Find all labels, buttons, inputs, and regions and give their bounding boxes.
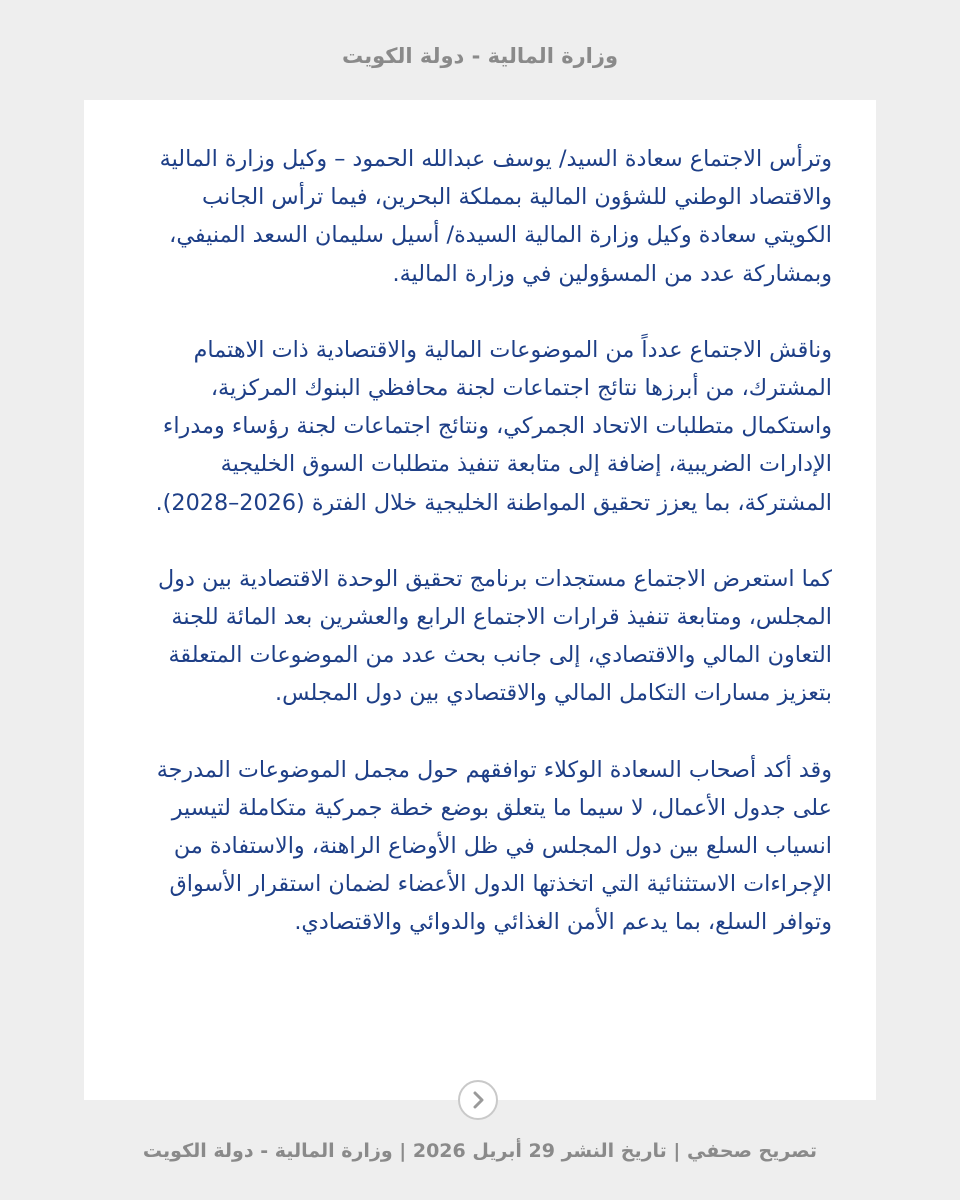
article-card (84, 100, 876, 1100)
chevron-right-icon (469, 1091, 487, 1109)
article-body (132, 140, 832, 980)
article-paragraph-3: كما استعرض الاجتماع مستجدات برنامج تحقيق الوحدة الاقتصادية بين دول المجلس، ومتابعة تنفيذ قرارات الاجتماع الرابع والعشرين بعد المائة للجنة التعاون المالي والاقتصادي، إلى جانب بحث عدد من الموضوعات المتعلقة بتعزيز مسارات التكامل المالي والاقتصادي بين دول المجلس. (157, 565, 832, 707)
page-header-title: وزارة المالية - دولة الكويت (341, 44, 619, 68)
next-page-button[interactable] (458, 1080, 498, 1120)
article-paragraph-4: وقد أكد أصحاب السعادة الوكلاء توافقهم حول مجمل الموضوعات المدرجة على جدول الأعمال، لا سيما ما يتعلق بوضع خطة جمركية متكاملة لتيسير انسياب السلع بين دول المجلس في ظل الأوضاع الراهنة، والاستفادة من الإجراءات الاستثنائية التي اتخذتها الدول الأعضاء لضمان استقرار الأسواق وتوافر السلع، بما يدعم الأمن الغذائي والدوائي والاقتصادي. (156, 756, 832, 936)
article-paragraph-2: وناقش الاجتماع عدداً من الموضوعات المالية والاقتصادية ذات الاهتمام المشترك، من أبرزها نتائج اجتماعات لجنة محافظي البنوك المركزية، واستكمال متطلبات الاتحاد الجمركي، ونتائج اجتماعات لجنة رؤساء ومدراء الإدارات الضريبية، إضافة إلى متابعة تنفيذ متطلبات السوق الخليجية المشتركة، بما يعزز تحقيق المواطنة الخليجية خلال الفترة (2026–2028). (155, 336, 832, 516)
article-paragraph-1: وترأس الاجتماع سعادة السيد/ يوسف عبدالله الحمود – وكيل وزارة المالية والاقتصاد الوطني للشؤون المالية بمملكة البحرين، فيما ترأس الجانب الكويتي سعادة وكيل وزارة المالية السيدة/ أسيل سليمان السعد المنيفي، وبمشاركة عدد من المسؤولين في وزارة المالية. (159, 146, 832, 287)
press-release-footer: تصريح صحفي | تاريخ النشر 29 أبريل 2026 | وزارة المالية - دولة الكويت (142, 1140, 818, 1162)
